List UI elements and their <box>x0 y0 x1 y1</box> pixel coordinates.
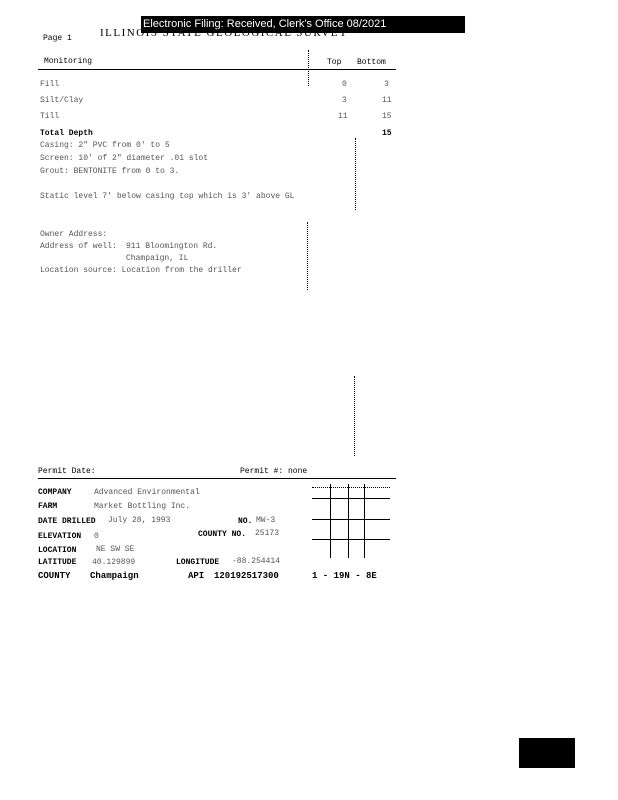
strata-bottom: 15 <box>382 112 392 121</box>
latitude-label: LATITUDE <box>38 558 77 567</box>
grid-line <box>312 487 390 488</box>
strata-bottom: 3 <box>384 80 389 89</box>
api-value: 120192517300 <box>214 571 279 581</box>
grid-line <box>312 498 390 499</box>
longitude-value: -88.254414 <box>232 557 281 566</box>
permit-rule <box>38 478 396 479</box>
col-bottom: Bottom <box>357 58 386 67</box>
well-address-label: Address of well: <box>40 242 117 251</box>
scan-mark <box>354 376 355 456</box>
grid-line <box>348 484 349 558</box>
total-depth-label: Total Depth <box>40 129 93 138</box>
location-source: Location source: Location from the driller <box>40 266 242 275</box>
column-divider <box>308 50 309 86</box>
permit-date: Permit Date: <box>38 467 96 476</box>
township-range: 1 - 19N - 8E <box>312 571 377 581</box>
strata-top: 3 <box>342 96 347 105</box>
elevation-value: 0 <box>94 532 99 541</box>
strata-top: 0 <box>342 80 347 89</box>
total-depth-value: 15 <box>382 129 392 138</box>
location-label: LOCATION <box>38 546 77 555</box>
grid-line <box>312 539 390 540</box>
county-label: COUNTY <box>38 571 71 581</box>
well-no-label: NO. <box>238 517 253 526</box>
casing-text: Casing: 2" PVC from 0' to 5 <box>40 141 170 150</box>
page-label: Page 1 <box>43 34 72 43</box>
grid-line <box>330 484 331 558</box>
header-rule <box>38 69 396 70</box>
col-monitoring: Monitoring <box>44 57 93 66</box>
permit-number: Permit #: none <box>240 467 308 476</box>
date-drilled-label: DATE DRILLED <box>38 517 96 526</box>
latitude-value: 40.129899 <box>92 558 136 567</box>
date-drilled-value: July 28, 1993 <box>108 516 171 525</box>
location-value: NE SW SE <box>96 545 135 554</box>
col-top: Top <box>327 58 342 67</box>
screen-text: Screen: 10' of 2" diameter .01 slot <box>40 154 209 163</box>
api-label: API <box>188 571 205 581</box>
county-value: Champaign <box>90 571 139 581</box>
company-value: Advanced Environmental <box>94 488 200 497</box>
grout-text: Grout: BENTONITE from 0 to 3. <box>40 167 180 176</box>
well-address-line1: 911 Bloomington Rd. <box>126 242 218 251</box>
farm-value: Market Bottling Inc. <box>94 502 191 511</box>
owner-divider <box>307 222 308 290</box>
county-no-label: COUNTY NO. <box>198 530 247 539</box>
strata-bottom: 11 <box>382 96 392 105</box>
grid-line <box>364 484 365 558</box>
longitude-label: LONGITUDE <box>176 558 220 567</box>
right-margin-mark <box>355 138 356 210</box>
strata-top: 11 <box>338 112 348 121</box>
strata-label: Till <box>40 112 60 121</box>
company-label: COMPANY <box>38 488 72 497</box>
strata-label: Fill <box>40 80 60 89</box>
agency-title: ILLINOIS STATE GEOLOGICAL SURVEY <box>100 27 349 39</box>
owner-address-label: Owner Address: <box>40 230 108 239</box>
static-level-text: Static level 7' below casing top which is 3' above GL <box>40 192 295 201</box>
well-no-value: MW-3 <box>256 516 276 525</box>
county-no-value: 25173 <box>255 529 280 538</box>
filing-banner-text: Electronic Filing: Received, Clerk's Office 08/2021 <box>143 18 387 30</box>
strata-label: Silt/Clay <box>40 96 84 105</box>
grid-line <box>312 519 390 520</box>
elevation-label: ELEVATION <box>38 532 82 541</box>
well-address-line2: Champaign, IL <box>126 254 189 263</box>
farm-label: FARM <box>38 502 58 511</box>
redaction-block <box>519 738 575 768</box>
